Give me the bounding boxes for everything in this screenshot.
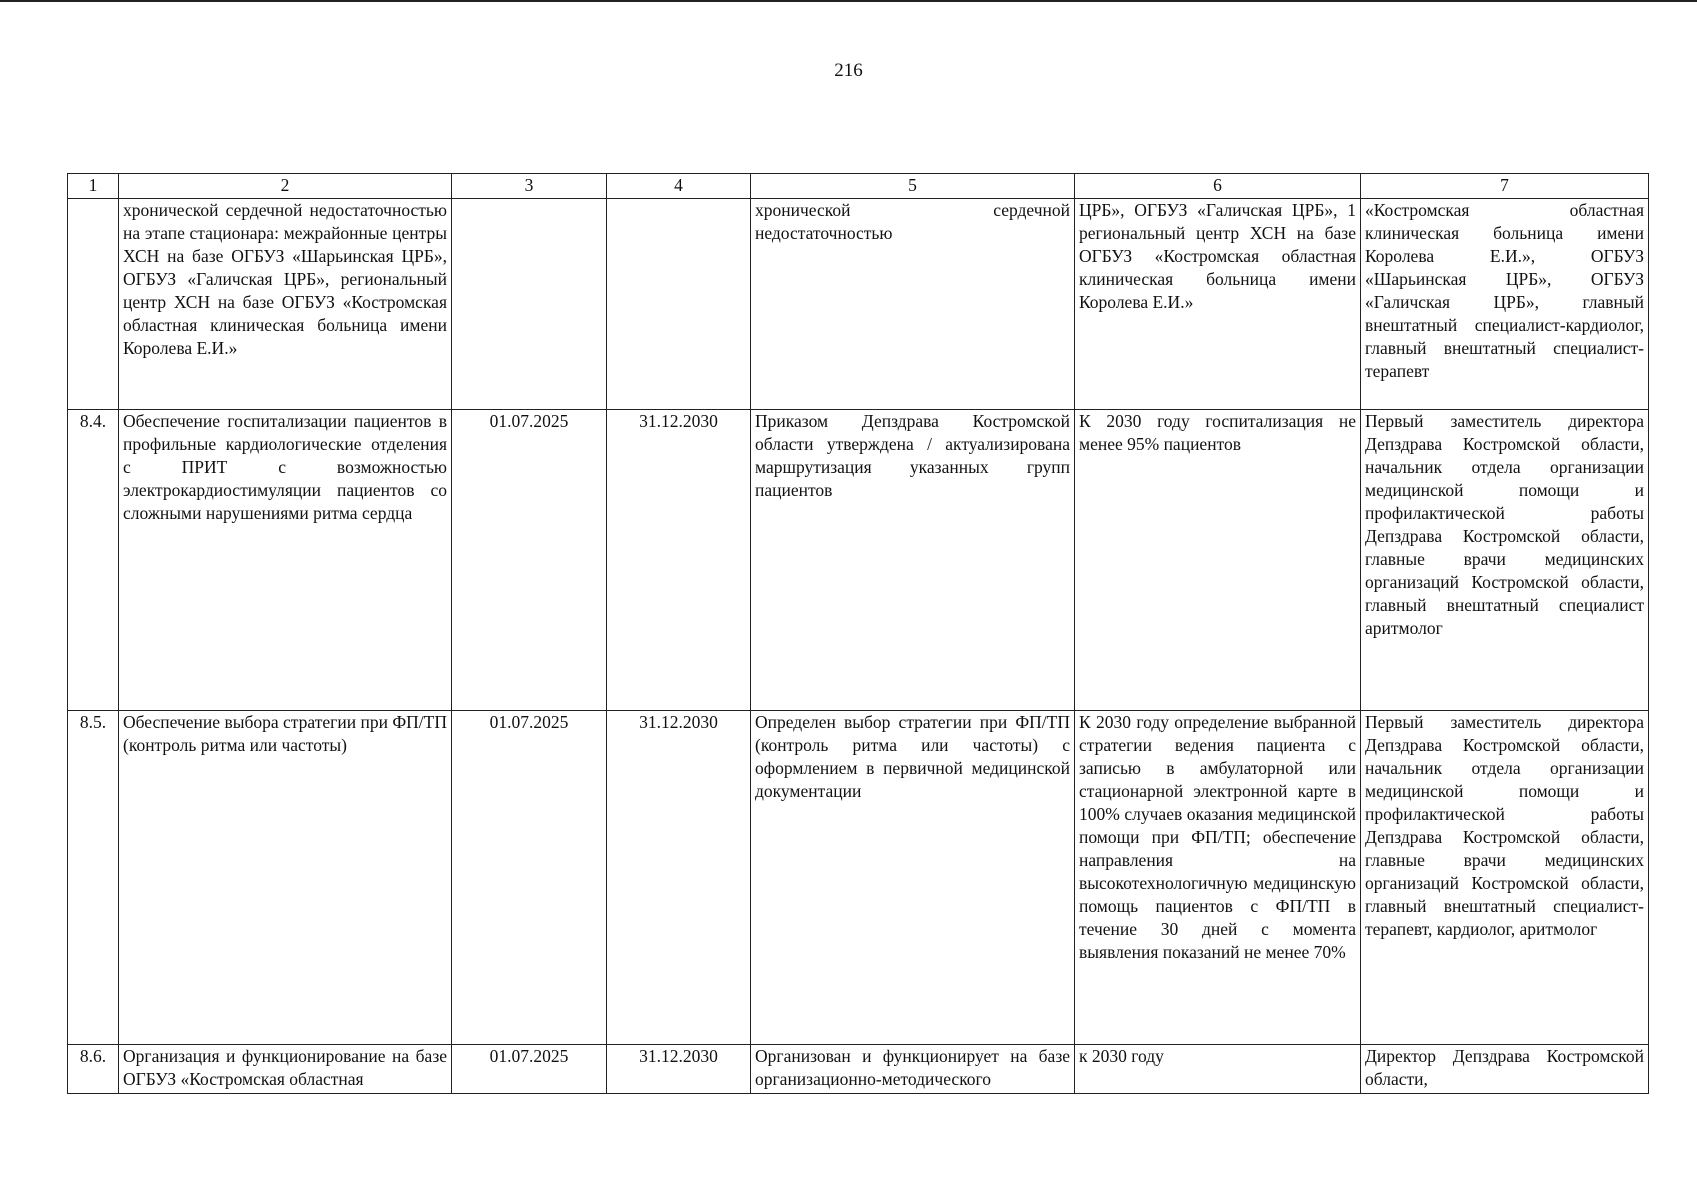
expected-result: Организован и функционирует на базе организационно-методического [751, 1045, 1075, 1094]
start-date: 01.07.2025 [452, 410, 607, 711]
responsible: «Костромская областная клиническая больница имени Королева Е.И.», ОГБУЗ «Шарьинская ЦРБ», ОГБУЗ «Галичская ЦРБ», главный внештатный специалист-кардиолог, главный внештатный специалист-терапевт [1361, 199, 1649, 410]
indicator: к 2030 году [1075, 1045, 1361, 1094]
page-number: 216 [834, 60, 863, 81]
start-date: 01.07.2025 [452, 711, 607, 1045]
page-top-edge [0, 0, 1697, 12]
measures-table [67, 173, 1649, 1094]
header-col-1: 1 [68, 174, 119, 199]
row-number: 8.4. [68, 410, 119, 711]
row-number: 8.5. [68, 711, 119, 1045]
row-number: 8.6. [68, 1045, 119, 1094]
responsible: Первый заместитель директора Депздрава Костромской области, начальник отдела организации медицинской помощи и профилактической работы Депздрава Костромской области, главные врачи медицинских организаций Костромской области, главный внештатный специалист-терапевт, кардиолог, аритмолог [1361, 711, 1649, 1045]
measure-name: Организация и функционирование на базе ОГБУЗ «Костромская областная [119, 1045, 452, 1094]
header-col-3: 3 [452, 174, 607, 199]
responsible: Директор Депздрава Костромской области, [1361, 1045, 1649, 1094]
start-date [452, 199, 607, 410]
header-col-7: 7 [1361, 174, 1649, 199]
start-date: 01.07.2025 [452, 1045, 607, 1094]
responsible: Первый заместитель директора Депздрава Костромской области, начальник отдела организации медицинской помощи и профилактической работы Депздрава Костромской области, главные врачи медицинских организаций Костромской области, главный внештатный специалист аритмолог [1361, 410, 1649, 711]
measure-name: Обеспечение выбора стратегии при ФП/ТП (контроль ритма или частоты) [119, 711, 452, 1045]
expected-result: Определен выбор стратегии при ФП/ТП (контроль ритма или частоты) с оформлением в первичной медицинской документации [751, 711, 1075, 1045]
end-date: 31.12.2030 [607, 1045, 751, 1094]
table-row [68, 711, 1649, 1045]
table-row [68, 199, 1649, 410]
expected-result: хронической сердечной недостаточностью [751, 199, 1075, 410]
header-col-4: 4 [607, 174, 751, 199]
header-col-6: 6 [1075, 174, 1361, 199]
table-row [68, 1045, 1649, 1094]
indicator: К 2030 году определение выбранной стратегии ведения пациента с записью в амбулаторной или стационарной электронной карте в 100% случаев оказания медицинской помощи при ФП/ТП; обеспечение направления на высокотехнологичную медицинскую помощь пациентов с ФП/ТП в течение 30 дней с момента выявления показаний не менее 70% [1075, 711, 1361, 1045]
row-number [68, 199, 119, 410]
header-row [68, 174, 1649, 199]
indicator: ЦРБ», ОГБУЗ «Галичская ЦРБ», 1 региональный центр ХСН на базе ОГБУЗ «Костромская областная клиническая больница имени Королева Е.И.» [1075, 199, 1361, 410]
measure-name: хронической сердечной недостаточностью на этапе стационара: межрайонные центры ХСН на базе ОГБУЗ «Шарьинская ЦРБ», ОГБУЗ «Галичская ЦРБ», региональный центр ХСН на базе ОГБУЗ «Костромская областная клиническая больница имени Королева Е.И.» [119, 199, 452, 410]
end-date: 31.12.2030 [607, 711, 751, 1045]
expected-result: Приказом Депздрава Костромской области утверждена / актуализирована маршрутизация указанных групп пациентов [751, 410, 1075, 711]
header-col-5: 5 [751, 174, 1075, 199]
header-col-2: 2 [119, 174, 452, 199]
table-row [68, 410, 1649, 711]
measure-name: Обеспечение госпитализации пациентов в профильные кардиологические отделения с ПРИТ с возможностью электрокардиостимуляции пациентов со сложными нарушениями ритма сердца [119, 410, 452, 711]
indicator: К 2030 году госпитализация не менее 95% пациентов [1075, 410, 1361, 711]
end-date [607, 199, 751, 410]
end-date: 31.12.2030 [607, 410, 751, 711]
